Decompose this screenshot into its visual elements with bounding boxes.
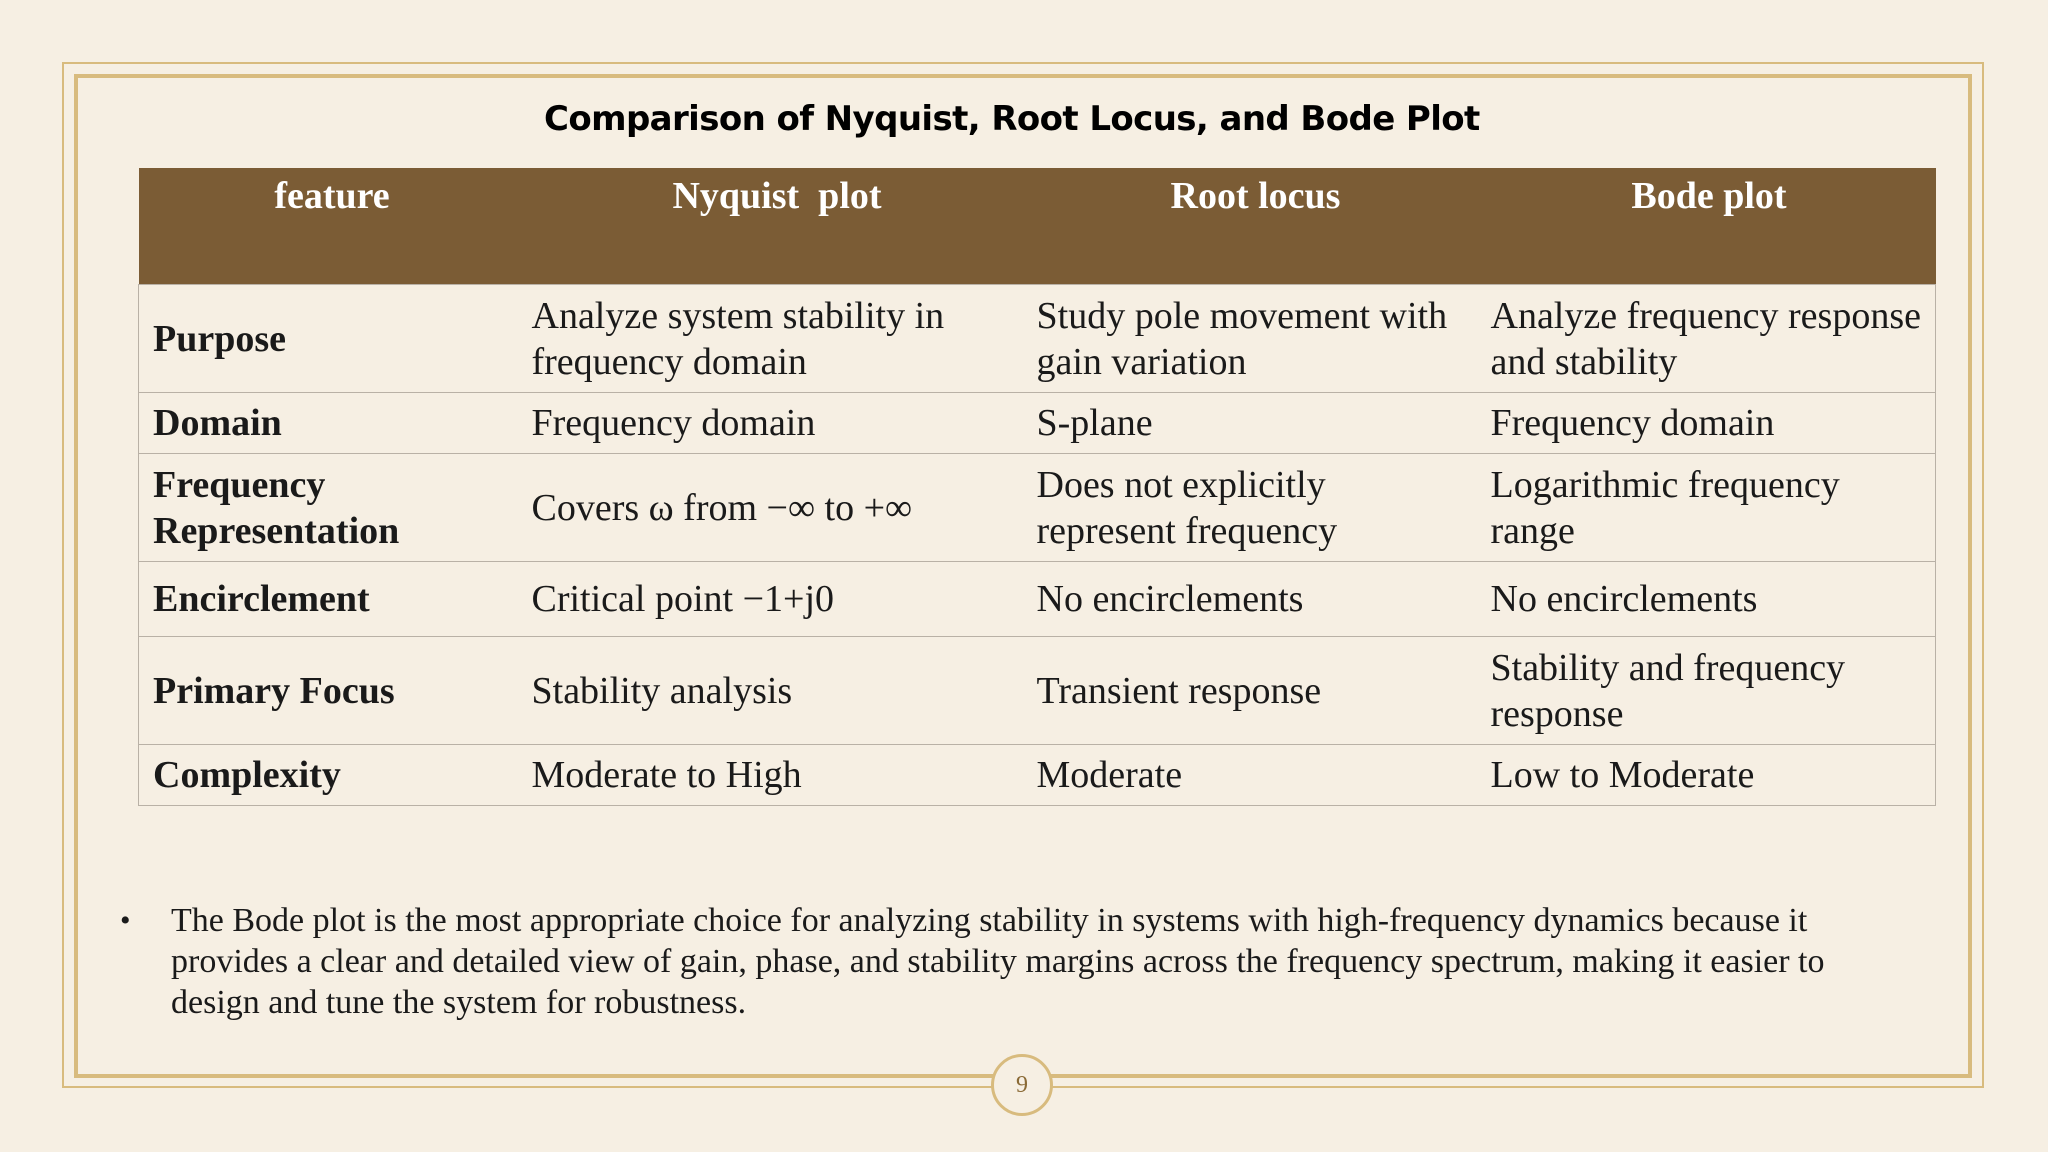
table-cell: Logarithmic frequency range <box>1483 454 1936 562</box>
slide-title: Comparison of Nyquist, Root Locus, and Bode Plot <box>544 99 1480 139</box>
table-row <box>139 637 1936 745</box>
table-cell: Study pole movement with gain variation <box>1029 285 1483 393</box>
header-nyquist: Nyquist plot <box>526 168 1029 285</box>
table-header-row <box>139 168 1936 285</box>
header-root-locus: Root locus <box>1029 168 1483 285</box>
table-cell: Low to Moderate <box>1483 745 1936 806</box>
table-cell: No encirclements <box>1483 562 1936 637</box>
table-cell: Covers ω from −∞ to +∞ <box>526 454 1029 562</box>
row-label: Encirclement <box>139 562 526 637</box>
bullet-point <box>120 900 1900 1023</box>
row-label: Primary Focus <box>139 637 526 745</box>
table-cell: Analyze frequency response and stability <box>1483 285 1936 393</box>
table-cell: Stability and frequency response <box>1483 637 1936 745</box>
row-label: Domain <box>139 393 526 454</box>
table-cell: Critical point −1+j0 <box>526 562 1029 637</box>
table-cell: Does not explicitly represent frequency <box>1029 454 1483 562</box>
table-cell: S-plane <box>1029 393 1483 454</box>
table-cell: Frequency domain <box>526 393 1029 454</box>
comparison-table <box>138 168 1936 806</box>
table-cell: Moderate to High <box>526 745 1029 806</box>
bullet-text: The Bode plot is the most appropriate choice for analyzing stability in systems with high-frequency dynamics because it provides a clear and detailed view of gain, phase, and stability margins across the frequency spectrum, making it easier to design and tune the system for robustness. <box>171 902 1825 1021</box>
table-cell: Frequency domain <box>1483 393 1936 454</box>
row-label: Frequency Representation <box>139 454 526 562</box>
table-cell: Moderate <box>1029 745 1483 806</box>
bullet-marker: • <box>120 904 131 937</box>
page-number-badge: 9 <box>991 1054 1053 1116</box>
table-cell: No encirclements <box>1029 562 1483 637</box>
table-row <box>139 562 1936 637</box>
table-row <box>139 454 1936 562</box>
table-cell: Analyze system stability in frequency domain <box>526 285 1029 393</box>
header-bode: Bode plot <box>1483 168 1936 285</box>
table-row <box>139 745 1936 806</box>
row-label: Complexity <box>139 745 526 806</box>
table-cell: Stability analysis <box>526 637 1029 745</box>
table-cell: Transient response <box>1029 637 1483 745</box>
table-row <box>139 285 1936 393</box>
row-label: Purpose <box>139 285 526 393</box>
table-row <box>139 393 1936 454</box>
header-feature: feature <box>139 168 526 285</box>
